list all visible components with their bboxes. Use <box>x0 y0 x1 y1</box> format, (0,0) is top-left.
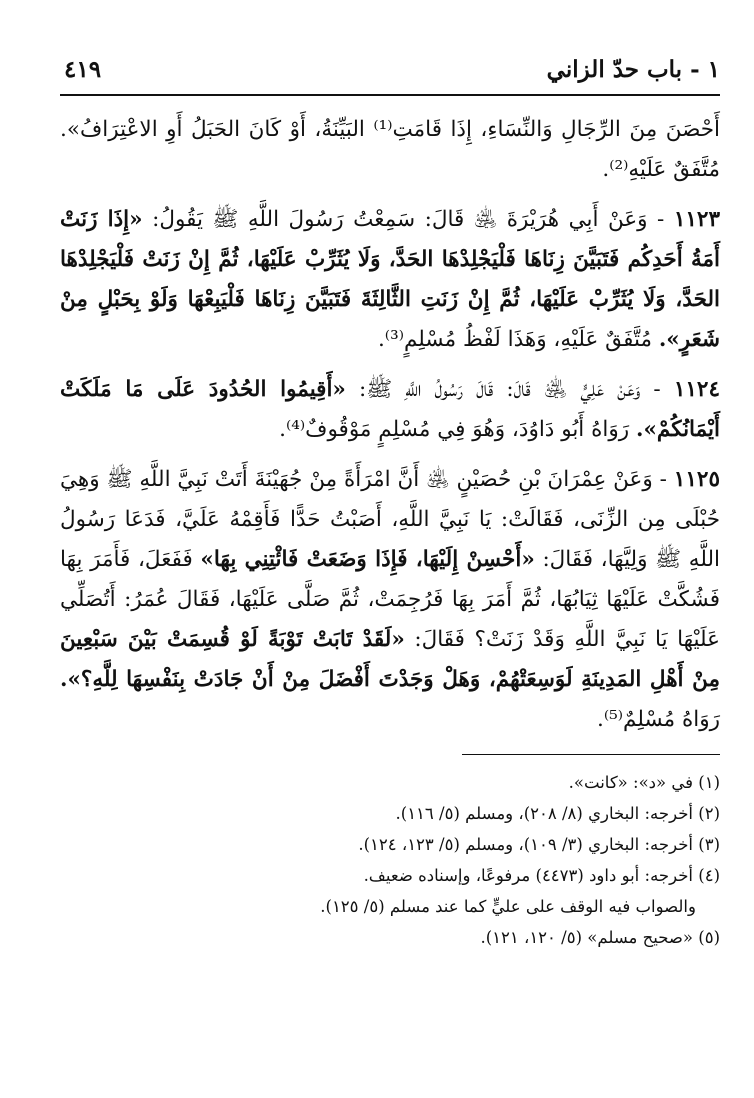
hadith-number: ١١٢٣ <box>673 207 721 232</box>
page-header <box>60 44 720 96</box>
text-run: - وَعَنْ عَلِيٍّ ﵁ قَالَ: قَالَ رَسُولُ اللَّهِ ﷺ: <box>358 377 661 402</box>
footnote-separator <box>462 754 720 755</box>
header-rule <box>60 94 720 96</box>
footnote: (٤) أخرجه: أبو داود (٤٤٧٣) مرفوعًا، وإسناده ضعيف. <box>363 866 720 885</box>
footnote-continuation: والصواب فيه الوقف على عليٍّ كما عند مسلم (٥/ ١٢٥). <box>320 897 696 916</box>
footnote: (١) في «د»: «كانت». <box>568 773 720 792</box>
text-run: فَفَعَلَ، فَأَمَرَ بِهَا فَشُكَّتْ عَلَيْهَا ثِيَابُهَا، ثُمَّ أَمَرَ بِهَا فَرُجِمَتْ، ثُمَّ صَلَّى عَلَيْهَا، فَقَالَ عُمَرُ: أَتُصَلِّي عَلَيْهَا يَا نَبِيَّ اللَّهِ وَقَدْ زَنَتْ؟ فَقَالَ: <box>60 547 720 652</box>
text-run: أَحْصَنَ مِنَ الرِّجَالِ وَالنِّسَاءِ، إِذَا قَامَتِ⁽¹⁾ البَيِّنَةُ، أَوْ كَانَ الحَبَلُ أَوِ الاعْتِرَافُ». مُتَّفَقٌ عَلَيْهِ⁽²⁾. <box>60 117 720 182</box>
text-run: رَوَاهُ مُسْلِمٌ⁽⁵⁾. <box>597 707 720 732</box>
text-run: رَوَاهُ أَبُو دَاوُدَ، وَهُوَ فِي مُسْلِمٍ مَوْقُوفٌ⁽⁴⁾. <box>279 417 630 442</box>
chapter-title: ١ - باب حدّ الزاني <box>546 56 720 83</box>
hadith-quote: «إِذَا زَنَتْ أَمَةُ أَحَدِكُم فَتَبَيَّنَ زِنَاهَا فَلْيَجْلِدْهَا الحَدَّ، وَلَا يُثَرِّبْ عَلَيْهَا، ثُمَّ إِنْ زَنَتْ فَلْيَجْلِدْهَا الحَدَّ، وَلَا يُثَرِّبْ عَلَيْهَا، ثُمَّ إِنْ زَنَتِ الثَّالِثَةَ فَتَبَيَّنَ زِنَاهَا فَلْيَبِعْهَا وَلَوْ بِحَبْلٍ مِنْ شَعَرٍ». <box>60 207 720 352</box>
hadith-number: ١١٢٤ <box>673 377 721 402</box>
paragraph-continuation <box>60 110 720 190</box>
hadith-1124 <box>60 370 720 450</box>
footnote: (٥) «صحيح مسلم» (٥/ ١٢٠، ١٢١). <box>480 928 720 947</box>
hadith-quote: «أَحْسِنْ إِلَيْهَا، فَإِذَا وَضَعَتْ فَائْتِنِي بِهَا» <box>200 547 535 572</box>
page-number: ٤١٩ <box>64 56 102 83</box>
hadith-1123 <box>60 200 720 360</box>
main-text <box>60 110 720 740</box>
text-run: - وَعَنْ عِمْرَانَ بْنِ حُصَيْنٍ ﵁ أَنَّ امْرَأَةً مِنْ جُهَيْنَةَ أَتَتْ نَبِيَّ اللَّهِ ﷺ وَهِيَ حُبْلَى مِن الزِّنَى، فَقَالَتْ: يَا نَبِيَّ اللَّهِ، أَصَبْتُ حَدًّا فَأَقِمْهُ عَلَيَّ، فَدَعَا رَسُولُ اللَّهِ ﷺ وَلِيَّهَا، فَقَالَ: <box>60 467 720 572</box>
footnotes <box>60 767 720 953</box>
hadith-quote: «أَقِيمُوا الحُدُودَ عَلَى مَا مَلَكَتْ أَيْمَانُكُمْ». <box>60 377 720 442</box>
footnote: (٣) أخرجه: البخاري (٣/ ١٠٩)، ومسلم (٥/ ١٢٣، ١٢٤). <box>358 835 720 854</box>
text-run: - وَعَنْ أَبِي هُرَيْرَةَ ﵁ قَالَ: سَمِعْتُ رَسُولَ اللَّهِ ﷺ يَقُولُ: <box>152 207 665 232</box>
text-run: مُتَّفَقٌ عَلَيْهِ، وَهَذَا لَفْظُ مُسْلِمٍ⁽³⁾. <box>377 327 652 352</box>
footnote: (٢) أخرجه: البخاري (٨/ ٢٠٨)، ومسلم (٥/ ١١٦). <box>395 804 720 823</box>
book-page <box>60 44 720 953</box>
hadith-quote: «لَقَدْ تَابَتْ تَوْبَةً لَوْ قُسِمَتْ بَيْنَ سَبْعِينَ مِنْ أَهْلِ المَدِينَةِ لَوَسِعَتْهُمْ، وَهَلْ وَجَدْتَ أَفْضَلَ مِنْ أَنْ جَادَتْ بِنَفْسِهَا لِلَّهِ؟». <box>60 627 720 692</box>
hadith-1125 <box>60 460 720 740</box>
hadith-number: ١١٢٥ <box>673 467 720 492</box>
